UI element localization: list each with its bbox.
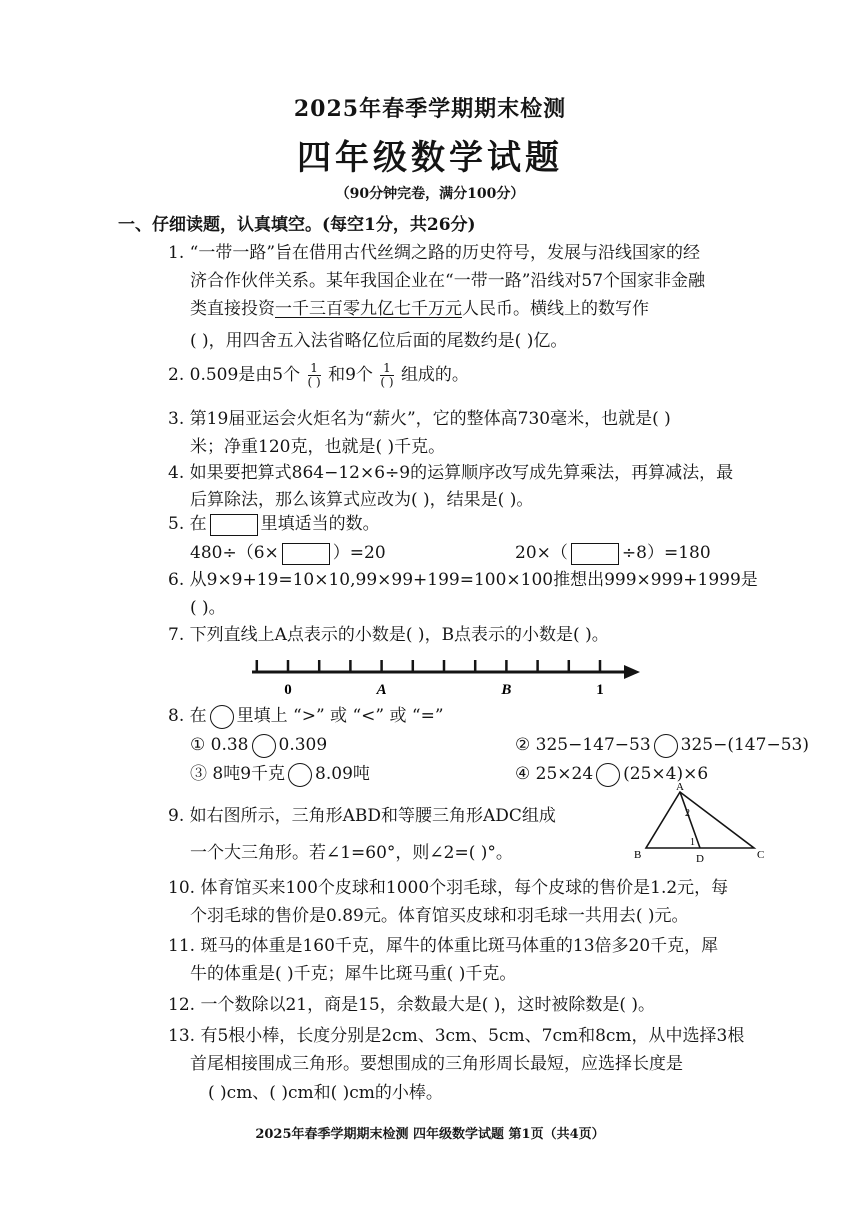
exam-subject-title: 四年级数学试题 xyxy=(297,138,563,178)
q1-line1: 1. “一带一路”旨在借用古代丝绸之路的历史符号，发展与沿线国家的经 xyxy=(168,243,701,263)
q9-line2: 一个大三角形。若∠1=60°，则∠2=( )°。 xyxy=(190,843,513,863)
q5-text-a: 5. 在 xyxy=(168,514,207,534)
q11-line1: 11. 斑马的体重是160千克，犀牛的体重比斑马体重的13倍多20千克，犀 xyxy=(168,936,719,956)
q8-item-1 xyxy=(190,732,327,758)
q5-eq2-right: ÷8）=180 xyxy=(621,543,711,563)
q3-line2: 米；净重120克，也就是( )千克。 xyxy=(190,437,446,457)
q8-item1-left: ① 0.38 xyxy=(190,735,249,755)
q2-text-a: 2. 0.509是由5个 xyxy=(168,365,301,385)
number-line-ticks xyxy=(257,660,600,672)
q1-underlined-number: 一千三百零九亿七千万元 xyxy=(275,299,462,319)
q5-eq2-left: 20×（ xyxy=(515,543,568,563)
exam-duration-note: （90分钟完卷，满分100分） xyxy=(335,186,525,202)
compare-circle[interactable] xyxy=(252,734,276,758)
compare-circle[interactable] xyxy=(654,734,678,758)
q2-frac2-numerator: 1 xyxy=(380,362,393,376)
q5-eq1-right: ）=20 xyxy=(332,543,386,563)
q2-fraction-1 xyxy=(308,362,321,389)
q5-equation-1 xyxy=(190,540,386,566)
q13-line3: ( )cm、( )cm和( )cm的小棒。 xyxy=(208,1083,443,1103)
q6-line1: 6. 从9×9+19=10×10,99×99+199=100×100推想出999×999+1999是 xyxy=(168,570,758,590)
answer-box xyxy=(210,514,258,536)
tick-label-one: 1 xyxy=(596,682,604,698)
triangle-abc xyxy=(646,792,754,848)
q5-text-b: 里填适当的数。 xyxy=(260,514,380,534)
q1-line2: 济合作伙伴关系。某年我国企业在“一带一路”沿线对57个国家非金融 xyxy=(190,271,706,291)
q8-instruction xyxy=(168,703,444,729)
q1-line3-suffix: 人民币。横线上的数写作 xyxy=(462,299,649,319)
vertex-a-label: A xyxy=(676,781,684,793)
vertex-d-label: D xyxy=(696,853,704,865)
q6-line2: ( )。 xyxy=(190,598,226,618)
q8-item1-right: 0.309 xyxy=(278,735,328,755)
q8-item3-right: 8.09吨 xyxy=(315,764,370,784)
answer-box[interactable] xyxy=(571,543,619,565)
q8-item4-right: (25×4)×6 xyxy=(623,764,709,784)
q1-line3 xyxy=(190,296,649,322)
section-heading: 一、仔细读题，认真填空。(每空1分，共26分) xyxy=(118,215,476,235)
point-a-label: A xyxy=(376,682,387,698)
q9-line1: 9. 如右图所示，三角形ABD和等腰三角形ADC组成 xyxy=(168,806,556,826)
q5-eq1-left: 480÷（6× xyxy=(190,543,279,563)
q1-line4: ( )，用四舍五入法省略亿位后面的尾数约是( )亿。 xyxy=(190,331,568,351)
page-footer: 2025年春季学期期末检测 四年级数学试题 第1页（共4页） xyxy=(255,1127,605,1142)
number-line xyxy=(240,650,650,700)
q5-instruction xyxy=(168,511,380,537)
angle-2-label: 2 xyxy=(685,808,690,819)
vertex-b-label: B xyxy=(634,849,642,861)
q8-item2-left: ② 325−147−53 xyxy=(515,735,651,755)
q10-line2: 个羽毛球的售价是0.89元。体育馆买皮球和羽毛球一共用去( )元。 xyxy=(190,906,689,926)
q13-line2: 首尾相接围成三角形。要想围成的三角形周长最短，应选择长度是 xyxy=(190,1054,683,1074)
q11-line2: 牛的体重是( )千克；犀牛比斑马重( )千克。 xyxy=(190,964,517,984)
compare-circle xyxy=(210,705,234,729)
q5-equation-2 xyxy=(515,540,711,566)
point-b-label: B xyxy=(501,682,512,698)
q12-line1: 12. 一个数除以21，商是15，余数最大是( )，这时被除数是( )。 xyxy=(168,995,656,1015)
q8-text-a: 8. 在 xyxy=(168,706,207,726)
q7-line1: 7. 下列直线上A点表示的小数是( )，B点表示的小数是( )。 xyxy=(168,625,609,645)
q8-item-3 xyxy=(190,761,370,787)
q4-line1: 4. 如果要把算式864−12×6÷9的运算顺序改写成先算乘法，再算减法，最 xyxy=(168,463,734,483)
tick-label-zero: 0 xyxy=(284,682,292,698)
q8-item-2 xyxy=(515,732,809,758)
q2-text-c: 组成的。 xyxy=(400,365,469,385)
exam-title: 2025年春季学期期末检测 xyxy=(293,96,567,122)
q8-text-b: 里填上 “>” 或 “<” 或 “=” xyxy=(236,706,444,726)
answer-box[interactable] xyxy=(282,543,330,565)
q2-frac1-numerator: 1 xyxy=(308,362,321,376)
compare-circle[interactable] xyxy=(596,763,620,787)
q2-fraction-2 xyxy=(380,362,393,389)
q2-frac1-denominator: ( ) xyxy=(307,375,321,389)
triangle-diagram xyxy=(630,780,770,866)
q10-line1: 10. 体育馆买来100个皮球和1000个羽毛球，每个皮球的售价是1.2元，每 xyxy=(168,878,729,898)
q8-item2-right: 325−(147−53) xyxy=(680,735,809,755)
q4-line2: 后算除法，那么该算式应改为( )，结果是( )。 xyxy=(190,490,534,510)
compare-circle[interactable] xyxy=(288,763,312,787)
q8-item4-left: ④ 25×24 xyxy=(515,764,594,784)
question-2 xyxy=(168,362,469,389)
q3-line1: 3. 第19届亚运会火炬名为“薪火”，它的整体高730毫米，也就是( ) xyxy=(168,409,671,429)
vertex-c-label: C xyxy=(757,849,765,861)
angle-1-label: 1 xyxy=(690,837,695,848)
q1-line3-prefix: 类直接投资 xyxy=(190,299,275,319)
q2-frac2-denominator: ( ) xyxy=(380,375,394,389)
q8-item3-left: ③ 8吨9千克 xyxy=(190,764,286,784)
q13-line1: 13. 有5根小棒，长度分别是2cm、3cm、5cm、7cm和8cm，从中选择3根 xyxy=(168,1026,745,1046)
number-line-arrow xyxy=(624,665,640,679)
q2-text-b: 和9个 xyxy=(328,365,373,385)
